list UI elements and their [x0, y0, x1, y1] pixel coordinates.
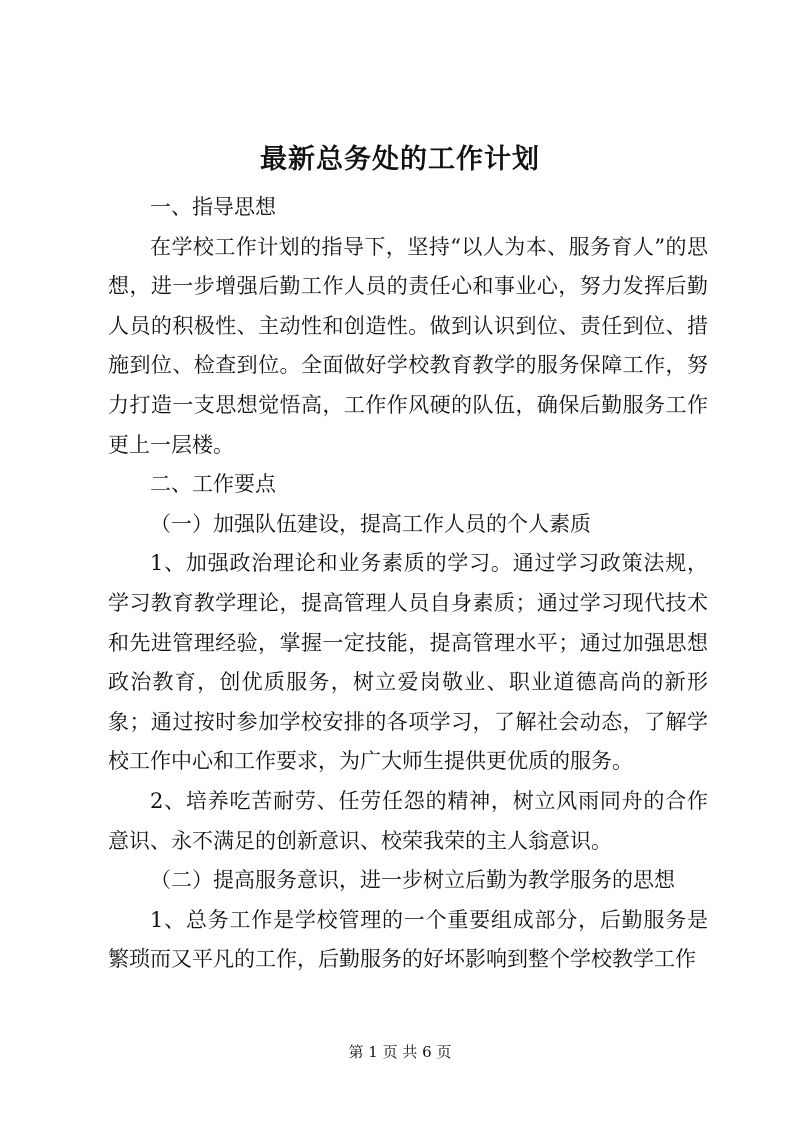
- subsection-heading-service-awareness: （二）提高服务意识，进一步树立后勤为教学服务的思想: [150, 868, 675, 893]
- page-footer: 第 1 页 共 6 页: [348, 1043, 452, 1061]
- document-title: 最新总务处的工作计划: [260, 144, 540, 175]
- subsection-heading-team-building: （一）加强队伍建设，提高工作人员的个人素质: [150, 511, 591, 536]
- section-heading-work-points: 二、工作要点: [150, 472, 276, 497]
- paragraph-guiding-ideology: 在学校工作计划的指导下，坚持“以人为本、服务育人”的思想，进一步增强后勤工作人员的责任心和事业心，努力发挥后勤人员的积极性、主动性和创造性。做到认识到位、责任到位、措施到位、检查到位。全面做好学校教育教学的服务保障工作，努力打造一支思想觉悟高，工作作风硬的队伍，确保后勤服务工作更上一层楼。: [108, 234, 708, 457]
- section-heading-guiding-ideology: 一、指导思想: [150, 195, 276, 219]
- paragraph-study: 1、加强政治理论和业务素质的学习。通过学习政策法规，学习教育教学理论，提高管理人员自身素质；通过学习现代技术和先进管理经验，掌握一定技能，提高管理水平；通过加强思想政治教育，创优质服务，树立爱岗敬业、职业道德高尚的新形象；通过按时参加学校安排的各项学习，了解社会动态，了解学校工作中心和工作要求，为广大师生提供更优质的服务。: [108, 551, 708, 774]
- paragraph-spirit: 2、培养吃苦耐劳、任劳任怨的精神，树立风雨同舟的合作意识、永不满足的创新意识、校荣我荣的主人翁意识。: [108, 788, 708, 853]
- paragraph-general-affairs: 1、总务工作是学校管理的一个重要组成部分，后勤服务是繁琐而又平凡的工作，后勤服务的好坏影响到整个学校教学工作: [108, 907, 708, 972]
- document-body: [108, 188, 708, 980]
